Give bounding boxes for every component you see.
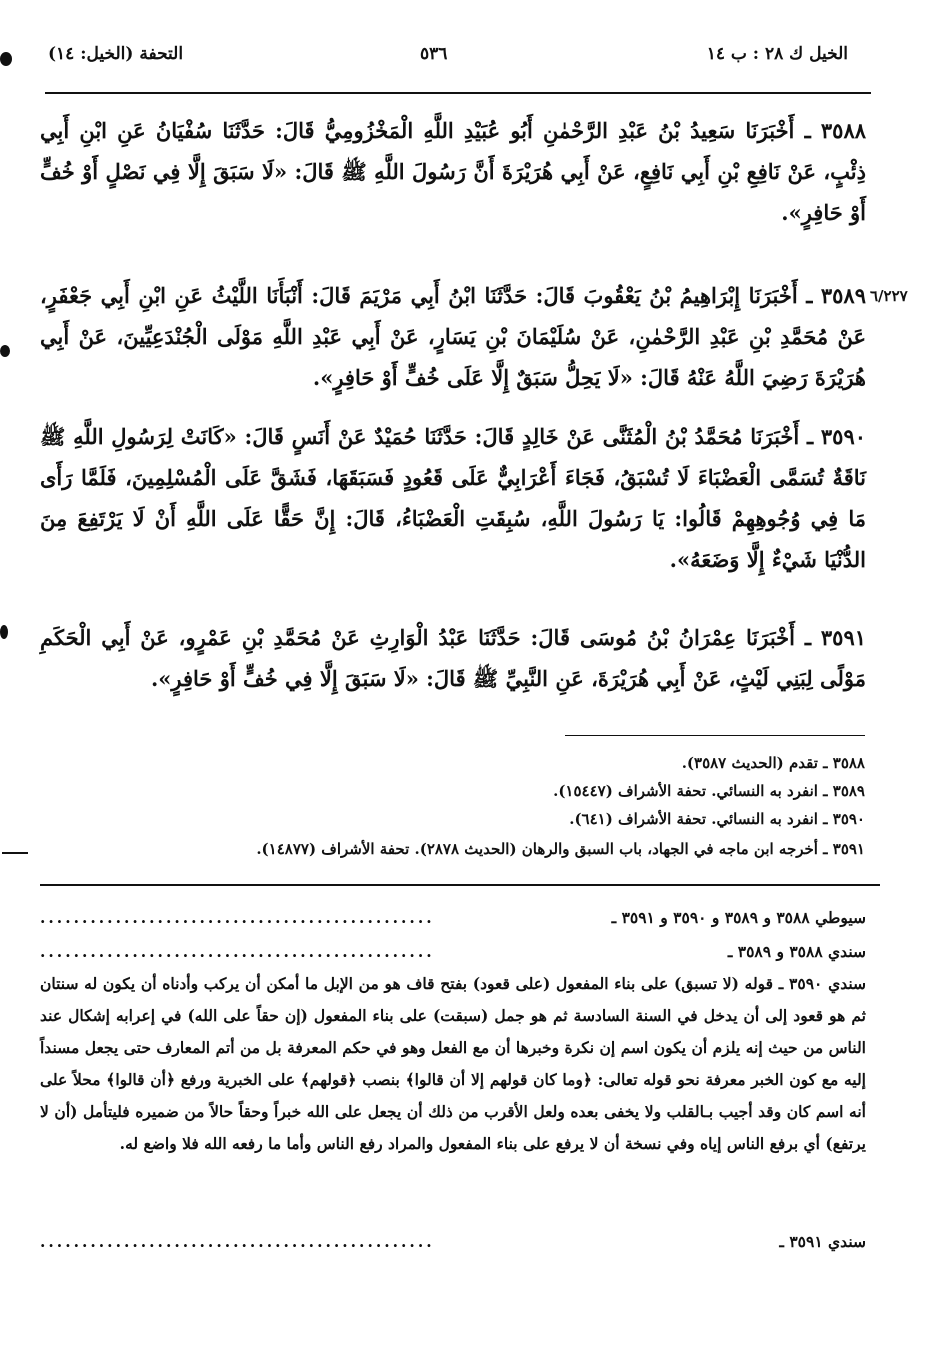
commentary-heading: سندي ٣٥٨٨ و ٣٥٨٩ ـ [727,942,866,961]
page-number: ٥٣٦ [420,44,448,64]
hadith-text: أَخْبَرَنَا سَعِيدُ بْنُ عَبْدِ الرَّحْمٰنِ أَبُو عُبَيْدِ اللَّهِ الْمَخْزُومِيُّ قَالَ: حَدَّثَنَا سُفْيَانُ عَنِ ابْنِ أَبِي ذِئْبٍ، عَنْ نَافِعِ بْنِ أَبِي نَافِعٍ، عَنْ أَبِي هُرَيْرَةَ أَنَّ رَسُولَ اللَّهِ ﷺ قَالَ: «لَا سَبَقَ إِلَّا فِي نَصْلٍ أَوْ خُفٍّ أَوْ حَافِرٍ». [40,118,866,225]
commentary-heading: سيوطي ٣٥٨٨ و ٣٥٨٩ و ٣٥٩٠ و ٣٥٩١ ـ [611,908,866,927]
hadith-number: ٣٥٨٨ ـ [804,118,867,143]
hadith-3590 [40,416,866,580]
hadith-number: ٣٥٨٩ ـ [806,283,866,308]
commentary-rule [40,884,880,886]
scan-mark [0,52,12,66]
leader-dots: ............................................... [40,1232,435,1251]
header-chapter-ref: الخيل ك ٢٨ : ب ١٤ [706,44,848,64]
leader-dots: ............................................... [40,942,435,961]
hadith-3589 [40,275,866,398]
hadith-3591 [40,617,866,699]
hadith-number: ٣٥٩١ ـ [804,625,867,650]
footnote-3589: ٣٥٨٩ ـ انفرد به النسائي. تحفة الأشراف (١٥٤٤٧). [553,782,865,800]
margin-reference: ٦/٢٢٧ [870,287,908,305]
header-rule [45,92,871,94]
hadith-number: ٣٥٩٠ ـ [806,424,867,449]
leader-dots: ............................................... [40,908,435,927]
footnote-3588: ٣٥٨٨ ـ تقدم (الحديث ٣٥٨٧). [681,754,865,772]
commentary-sindi-3590: سندي ٣٥٩٠ ـ قوله (لا تسبق) على بناء المفعول (على قعود) بفتح قاف هو من الإبل ما أمكن أن يركب وأدناه أن يكون له سنتان ثم هو قعود إلى أن يدخل في السنة السادسة ثم هو جمل (سبقت) على بناء المفعول (إن حقاً على الله) في إعرابه إشكال عند الناس من حيث إنه يلزم أن يكون اسم إن نكرة وخبرها أن مع الفعل وهو في حكم المعرفة بل من أتم المعارف حتى يجعل مسنداً إليه مع كون الخبر معرفة نحو قوله تعالى: ﴿وما كان قولهم إلا أن قالوا﴾ بنصب ﴿قولهم﴾ على الخبرية ورفع ﴿أن قالوا﴾ محلاً على أنه اسم كان وقد أجيب بـالقلب ولا يخفى بعده ولعل الأقرب من ذلك أن يجعل على الله خبراً وحقاً حالاً من ضميره فليتأمل (أن لا يرتفع) أي برفع الناس إياه وفي نسخة أن لا يرفع على بناء المفعول والمراد رفع الناس وأما ما رفعه الله فلا واضع له. [40,974,866,1153]
hadith-text: أَخْبَرَنَا إِبْرَاهِيمُ بْنُ يَعْقُوبَ قَالَ: حَدَّثَنَا ابْنُ أَبِي مَرْيَمَ قَالَ: أَنْبَأَنَا اللَّيْثُ عَنِ ابْنِ أَبِي جَعْفَرٍ، عَنْ مُحَمَّدِ بْنِ عَبْدِ الرَّحْمٰنِ، عَنْ سُلَيْمَانَ بْنِ يَسَارٍ، عَنْ أَبِي عَبْدِ اللَّهِ مَوْلَى الْجُنْدَعِيِّينَ، عَنْ أَبِي هُرَيْرَةَ رَضِيَ اللَّهُ عَنْهُ قَالَ: «لَا يَحِلُّ سَبَقٌ إِلَّا عَلَى خُفٍّ أَوْ حَافِرٍ». [40,283,866,390]
hadith-3588 [40,110,866,233]
commentary-heading: سندي ٣٥٩١ ـ [779,1232,866,1251]
scan-mark [2,852,28,854]
footnote-3591: ٣٥٩١ ـ أخرجه ابن ماجه في الجهاد، باب السبق والرهان (الحديث ٢٨٧٨). تحفة الأشراف (١٤٨٧٧). [256,840,865,858]
scan-mark [0,345,10,357]
hadith-text: أَخْبَرَنَا عِمْرَانُ بْنُ مُوسَى قَالَ: حَدَّثَنَا عَبْدُ الْوَارِثِ عَنْ مُحَمَّدِ بْنِ عَمْرٍو، عَنْ أَبِي الْحَكَمِ مَوْلًى لِبَنِي لَيْثٍ، عَنْ أَبِي هُرَيْرَةَ، عَنِ النَّبِيِّ ﷺ قَالَ: «لَا سَبَقَ إِلَّا فِي خُفٍّ أَوْ حَافِرٍ». [40,625,866,691]
footnote-rule [565,735,865,736]
footnote-3590: ٣٥٩٠ ـ انفرد به النسائي. تحفة الأشراف (٦٤١). [569,810,865,828]
header-tuhfa-ref: التحفة (الخيل: ١٤) [48,44,184,64]
hadith-text: أَخْبَرَنَا مُحَمَّدُ بْنُ الْمُثَنَّى عَنْ خَالِدٍ قَالَ: حَدَّثَنَا حُمَيْدٌ عَنْ أَنَسٍ قَالَ: «كَانَتْ لِرَسُولِ اللَّهِ ﷺ نَاقَةٌ تُسَمَّى الْعَضْبَاءَ لَا تُسْبَقُ، فَجَاءَ أَعْرَابِيٌّ عَلَى قَعُودٍ فَسَبَقَهَا، فَشَقَّ عَلَى الْمُسْلِمِينَ، فَلَمَّا رَأَى مَا فِي وُجُوهِهِمْ قَالُوا: يَا رَسُولَ اللَّهِ، سُبِقَتِ الْعَضْبَاءُ، قَالَ: إِنَّ حَقًّا عَلَى اللَّهِ أَنْ لَا يَرْتَفِعَ مِنَ الدُّنْيَا شَيْءٌ إِلَّا وَضَعَهُ». [40,424,866,572]
scan-mark [0,625,8,639]
